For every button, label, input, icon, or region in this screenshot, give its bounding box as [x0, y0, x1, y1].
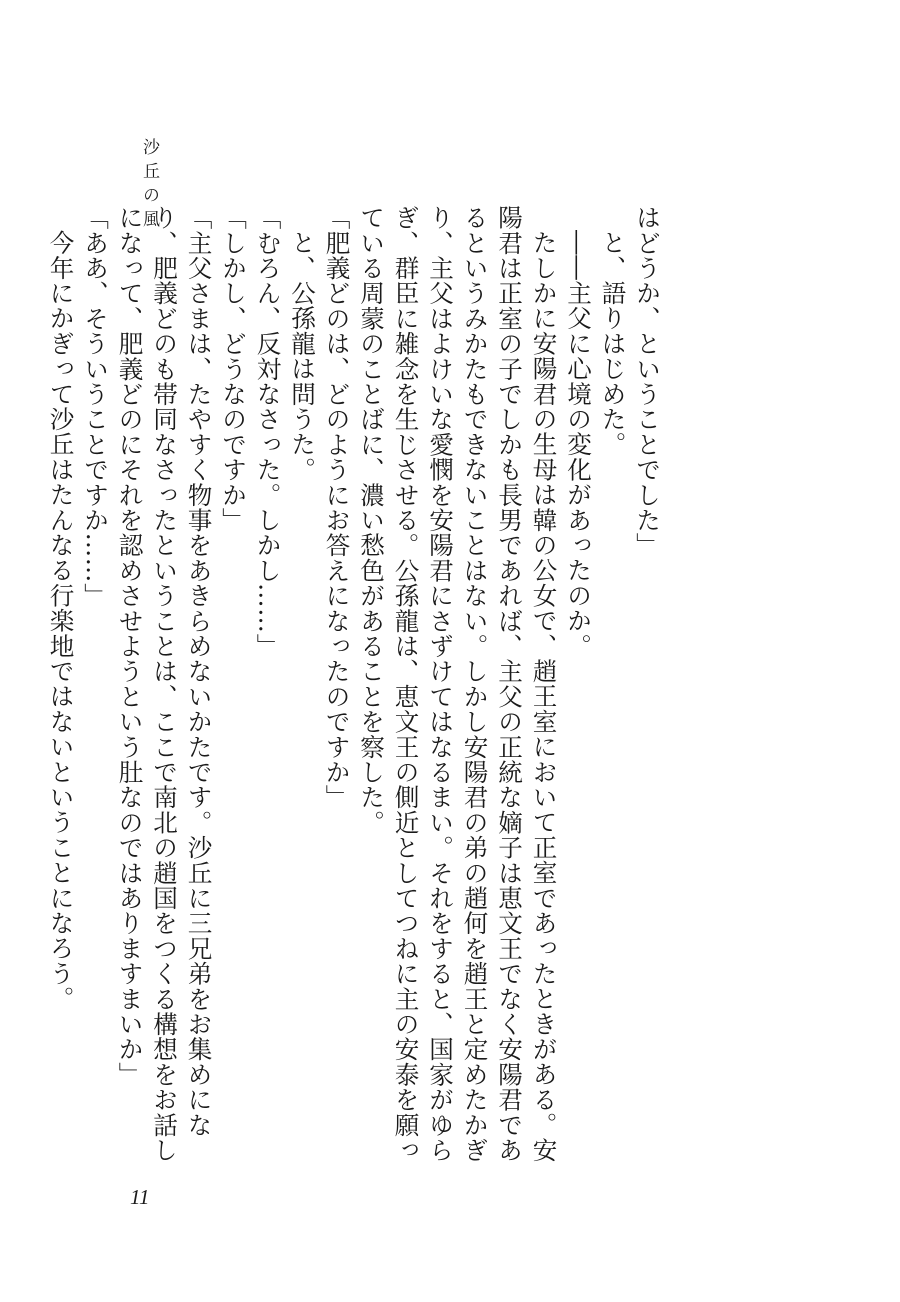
running-title: 沙丘の風	[139, 138, 159, 234]
dialogue-line: 「ああ、そういうことですか……」	[81, 205, 110, 609]
dialogue-line: 「主父さまは、たやすく物事をあきらめないかたです。沙丘に三兄弟をお集めになり、肥義どのも帯同なさったということは、ここで南北の趙国をつくる構想をお話しになって、肥義どのにそれを認めさせようという肚なのではありますまいか」	[115, 205, 214, 1163]
text-line: 今年にかぎって沙丘はたんなる行楽地ではないということになろう。	[46, 229, 76, 1011]
dialogue-line: 「むろん、反対なさった。しかし……」	[253, 205, 283, 659]
dialogue-line: 「肥義どのは、どのようにお答えになったのですか」	[322, 205, 352, 810]
body-text	[46, 205, 664, 1165]
text-line: はどうか、ということでした」	[633, 205, 662, 558]
text-line: と、公孫龍は問うた。	[288, 229, 317, 482]
page-number: 11	[130, 1185, 150, 1209]
dialogue-line: 「しかし、どうなのですか」	[219, 205, 248, 533]
text-line: と、語りはじめた。	[598, 229, 628, 457]
text-line: ――主父に心境の変化があったのか。	[564, 229, 593, 658]
text-paragraph: たしかに安陽君の生母は韓の公女で、趙王室において正室であったときがある。安陽君は正室の子でしかも長男であれば、主父の正統な嫡子は恵文王でなく安陽君であるというみかたもできないことはない。しかし安陽君の弟の趙何を趙王と定めたかぎり、主父はよけいな愛憫を安陽君にさずけてはなるまい。それをすると、国家がゆらぎ、群臣に雑念を生じさせる。公孫龍は、恵文王の側近としてつねに主の安泰を願っている周蒙のことばに、濃い愁色があることを察した。	[357, 205, 559, 1163]
